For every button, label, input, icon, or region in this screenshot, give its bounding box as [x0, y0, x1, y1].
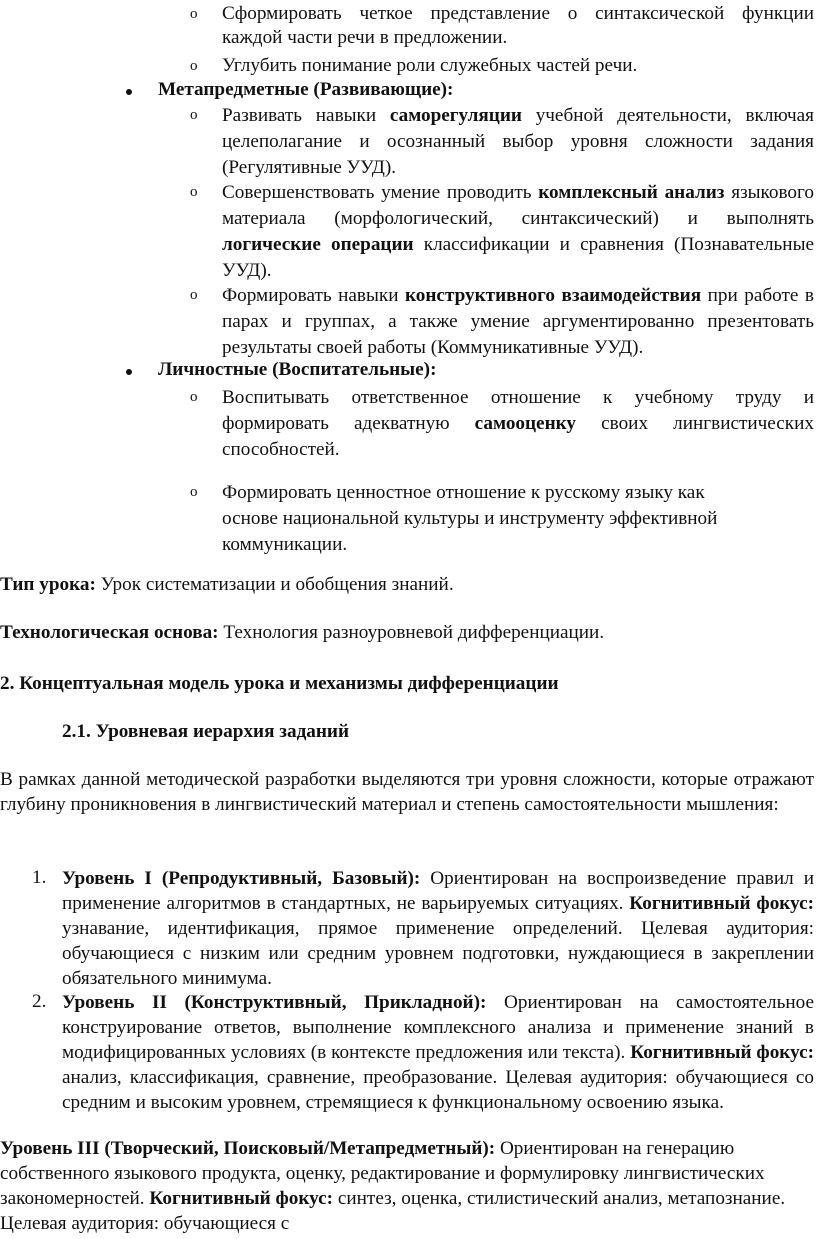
personal-item-2: Формировать ценностное отношение к русскому языку как основе национальной культуры и инструменту эффективной коммуникации. [222, 482, 718, 555]
list-marker: o [190, 287, 198, 303]
list-marker: o [190, 107, 198, 123]
list-marker: o [190, 58, 198, 74]
intro-paragraph: В рамках данной методической разработки выделяются три уровня сложности, которые отражают глубину проникновения в лингвистический материал и степень самостоятельности мышления: [0, 769, 814, 815]
list-marker: o [190, 6, 198, 22]
level-number: 1. [32, 867, 47, 888]
lesson-type: Тип урока: Урок систематизации и обобщения знаний. [0, 574, 454, 595]
level-2: Уровень II (Конструктивный, Прикладной): Ориентирован на самостоятельное конструирование ответов, выполнение комплексного анализа и применение знаний в модифицированных условиях (в контексте предложения или текста). Когнитивный фокус: анализ, классификация, сравнение, преобразование. Целевая аудитория: обучающиеся со средним и высоким уровнем, стремящиеся к функциональному освоению языка. [62, 992, 814, 1113]
personal-heading: Личностные (Воспитательные): [158, 359, 437, 380]
list-marker: o [190, 389, 198, 405]
level-3: Уровень III (Творческий, Поисковый/Метапредметный): Ориентирован на генерацию собственного языкового продукта, оценку, редактирование и формулировку лингвистических закономерностей. Когнитивный фокус: синтез, оценка, стилистический анализ, метапознание. Целевая аудитория: обучающиеся с [0, 1138, 786, 1234]
tech-basis: Технологическая основа: Технология разноуровневой дифференциации. [0, 622, 605, 643]
meta-heading: Метапредметные (Развивающие): [158, 79, 454, 100]
list-marker: o [190, 484, 198, 500]
list-marker: o [190, 184, 198, 200]
meta-item-3: Формировать навыки конструктивного взаимодействия при работе в парах и группах, а также умение аргументированно презентовать результаты своей работы (Коммуникативные УУД). [222, 285, 814, 358]
level-1: Уровень I (Репродуктивный, Базовый): Ориентирован на воспроизведение правил и применение алгоритмов в стандартных, не варьируемых ситуациях. Когнитивный фокус: узнавание, идентификация, прямое применение определений. Целевая аудитория: обучающиеся с низким или средним уровнем подготовки, нуждающиеся в закреплении обязательного минимума. [62, 868, 814, 989]
level-number: 2. [32, 991, 47, 1012]
bullet-icon [126, 369, 132, 375]
meta-item-2: Совершенствовать умение проводить комплексный анализ языкового материала (морфологический, синтаксический) и выполнять логические операции классификации и сравнения (Познавательные УУД). [222, 182, 814, 281]
section-2-heading: 2. Концептуальная модель урока и механизмы дифференциации [0, 673, 559, 694]
meta-item-1: Развивать навыки саморегуляции учебной деятельности, включая целеполагание и осознанный выбор уровня сложности задания (Регулятивные УУД). [222, 105, 814, 178]
bullet-icon [126, 89, 132, 95]
section-2-1-heading: 2.1. Уровневая иерархия заданий [62, 721, 350, 742]
personal-item-1: Воспитывать ответственное отношение к учебному труду и формировать адекватную самооценку своих лингвистических способностей. [222, 387, 814, 460]
list-item: Сформировать четкое представление о синтаксической функции каждой части речи в предложении. [222, 3, 814, 48]
list-item: Углубить понимание роли служебных частей речи. [222, 55, 638, 76]
